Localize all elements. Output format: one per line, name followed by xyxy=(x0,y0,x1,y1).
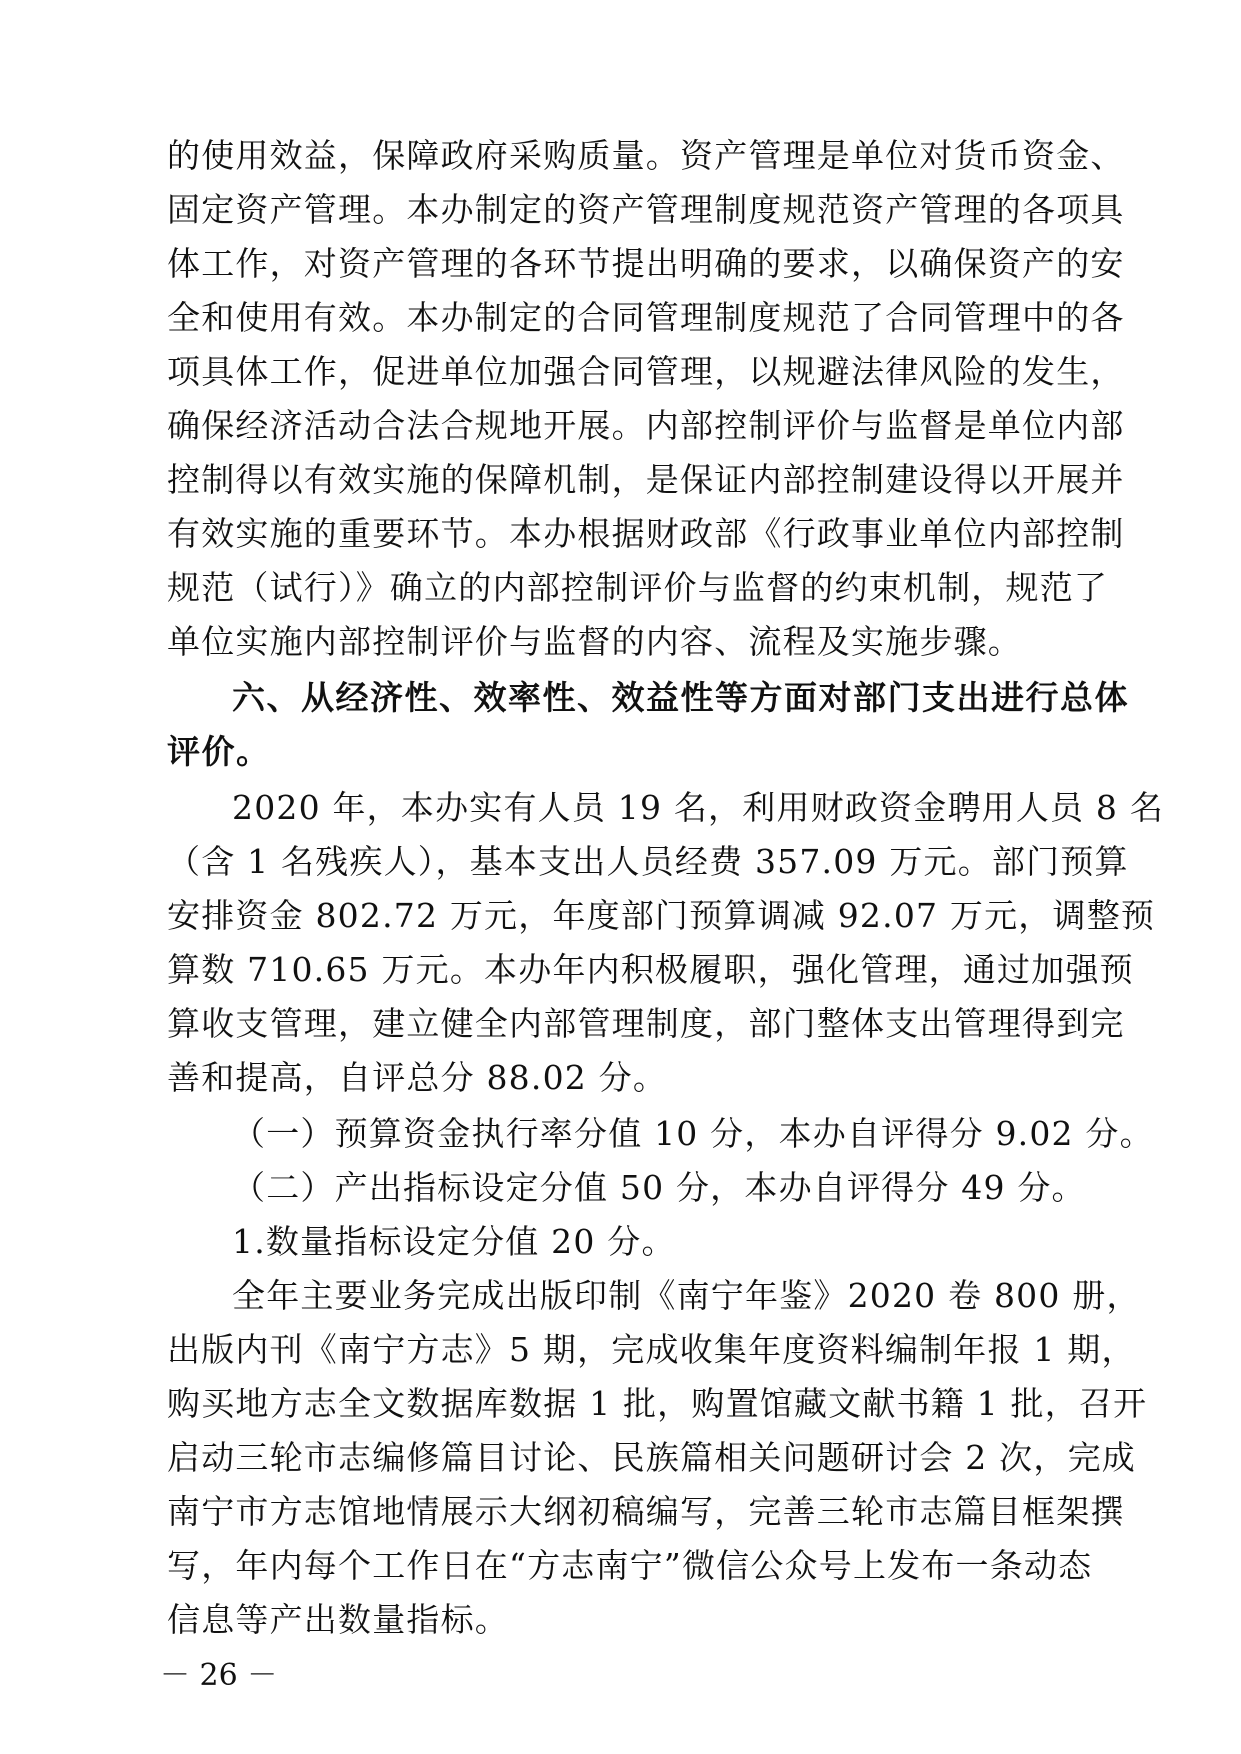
text-line: 单位实施内部控制评价与监督的内容、流程及实施步骤。 xyxy=(167,622,1022,661)
text-line: 南宁市方志馆地情展示大纲初稿编写，完善三轮市志篇目框架撰 xyxy=(167,1492,1125,1531)
item-heading: 1.数量指标设定分值 20 分。 xyxy=(232,1222,676,1261)
text-line: 全年主要业务完成出版印制《南宁年鉴》2020 卷 800 册， xyxy=(232,1276,1141,1315)
text-line: 控制得以有效实施的保障机制，是保证内部控制建设得以开展并 xyxy=(167,460,1125,499)
text-line: 全和使用有效。本办制定的合同管理制度规范了合同管理中的各 xyxy=(167,298,1125,337)
section-heading-continued: 评价。 xyxy=(167,732,271,771)
text-line: 算数 710.65 万元。本办年内积极履职，强化管理，通过加强预 xyxy=(167,950,1134,989)
text-line: 的使用效益，保障政府采购质量。资产管理是单位对货币资金、 xyxy=(167,136,1125,175)
text-line: （含 1 名残疾人），基本支出人员经费 357.09 万元。部门预算 xyxy=(167,842,1129,881)
text-line: 信息等产出数量指标。 xyxy=(167,1600,509,1639)
text-line: 规范（试行）》确立的内部控制评价与监督的约束机制，规范了 xyxy=(167,568,1109,607)
text-line: 项具体工作，促进单位加强合同管理，以规避法律风险的发生， xyxy=(167,352,1125,391)
text-line: 出版内刊《南宁方志》5 期，完成收集年度资料编制年报 1 期， xyxy=(167,1330,1136,1369)
subsection-line: （二）产出指标设定分值 50 分，本办自评得分 49 分。 xyxy=(232,1168,1086,1207)
text-line: 写，年内每个工作日在“方志南宁”微信公众号上发布一条动态 xyxy=(167,1546,1093,1585)
subsection-line: （一）预算资金执行率分值 10 分，本办自评得分 9.02 分。 xyxy=(232,1114,1154,1153)
text-line: 善和提高，自评总分 88.02 分。 xyxy=(167,1058,668,1097)
page-number: － 26 － xyxy=(160,1658,278,1693)
text-line: 算收支管理，建立健全内部管理制度，部门整体支出管理得到完 xyxy=(167,1004,1125,1043)
text-line: 有效实施的重要环节。本办根据财政部《行政事业单位内部控制 xyxy=(167,514,1125,553)
text-line: 启动三轮市志编修篇目讨论、民族篇相关问题研讨会 2 次，完成 xyxy=(167,1438,1136,1477)
text-line: 体工作，对资产管理的各环节提出明确的要求，以确保资产的安 xyxy=(167,244,1125,283)
text-line: 确保经济活动合法合规地开展。内部控制评价与监督是单位内部 xyxy=(167,406,1125,445)
text-line: 购买地方志全文数据库数据 1 批，购置馆藏文献书籍 1 批，召开 xyxy=(167,1384,1148,1423)
text-line: 2020 年，本办实有人员 19 名，利用财政资金聘用人员 8 名 xyxy=(232,788,1165,827)
section-heading: 六、从经济性、效率性、效益性等方面对部门支出进行总体 xyxy=(232,678,1129,717)
text-line: 安排资金 802.72 万元，年度部门预算调减 92.07 万元，调整预 xyxy=(167,896,1156,935)
text-line: 固定资产管理。本办制定的资产管理制度规范资产管理的各项具 xyxy=(167,190,1125,229)
